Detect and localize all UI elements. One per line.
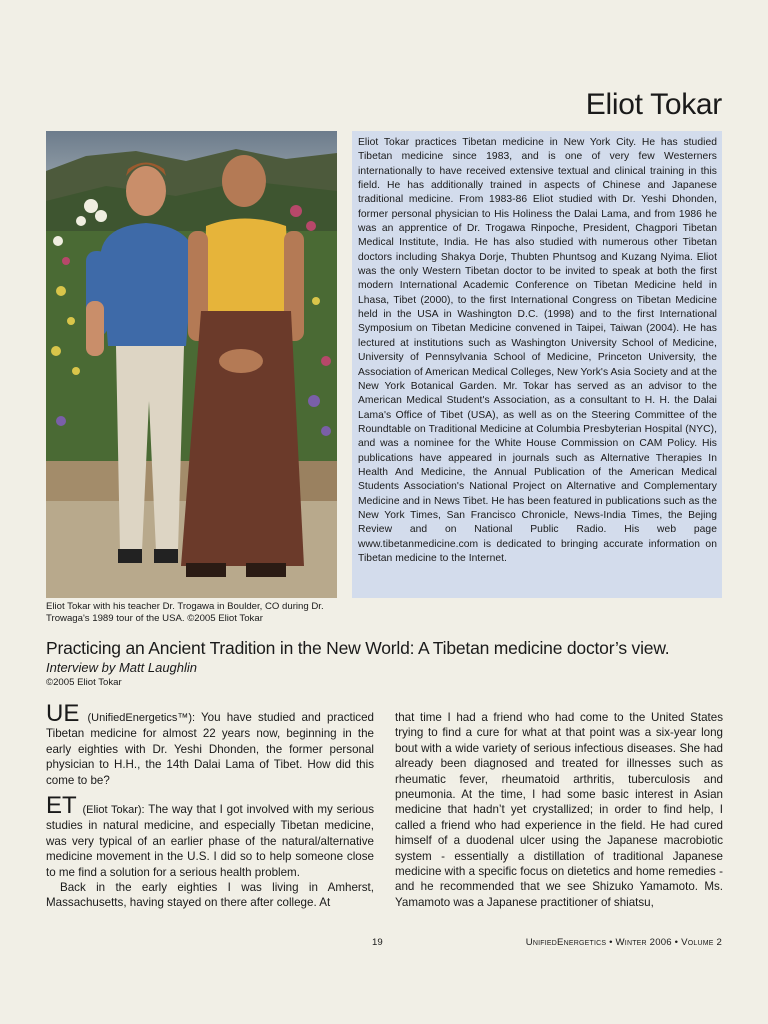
biography-box bbox=[352, 131, 722, 598]
article-title: Practicing an Ancient Tradition in the New World: A Tibetan medicine doctor’s view. bbox=[46, 638, 670, 658]
interviewer-initials: UE bbox=[46, 700, 80, 727]
article-byline: Interview by Matt Laughlin bbox=[46, 660, 198, 675]
biography-text: Eliot Tokar practices Tibetan medicine in New York City. He has studied Tibetan medicine since 1983, and is one of very few Westerners internationally to have received extensive textual and clinical training in this field. He has additionally trained in aspects of Chinese and Japanese traditional medicine. From 1983-86 Eliot studied with Dr. Yeshi Dhonden, former personal physician to His Holiness the Dalai Lama, and from 1986 he was an apprentice of Dr. Trogawa Rinpoche, President, Chagpori Tibetan Medical Institute, India. He has also studied with numerous other Tibetan doctors including Shakya Dorje, Thubten Phuntsog and Kuzang Nyima. Eliot was the only Western Tibetan doctor to be invited to speak at both the first modern International Academic Conference on Tibetan Medicine held in Lhasa, Tibet (2000), to the first International Congress on Tibetan Medicine held in the USA in Washington D.C. (1998) and to the first International Symposium on Tibetan Medicine convened in Taipei, Taiwan (2004). He has lectured at institutions such as Washington University School of Medicine, University of Pennsylvania School of Medicine, Princeton University, the Association of American Medical Colleges, New York's Asia Society and at the New York Botanical Garden. Mr. Tokar has served as an advisor to the American Medical Student's Association, as a consultant to H. H. the Dalai Lama's Office of Tibet (USA), as well as on the Steering Committee of the Roundtable on Traditional Medicine at Columbia Presbyterian Hospital (NYC), and was a nominee for the White House Commission on CAM Policy. His publications have appeared in journals such as Alternative Therapies In Health And Medicine, the Annual Publication of the American Medical Students Association's National Project on Alternative and Complementary Medicine and in News Tibet. He has been featured in publications such as the New York Times, San Francisco Chronicle, News-India Times, the Bejing Review and on National Public Radio. His web page www.tibetanmedicine.com is dedicated to bringing accurate information on Tibetan medicine to the Internet. bbox=[358, 137, 717, 564]
right-column bbox=[395, 710, 723, 910]
photo-caption: Eliot Tokar with his teacher Dr. Trogawa in Boulder, CO during Dr. Trowaga's 1989 tour of the USA. ©2005 Eliot Tokar bbox=[46, 601, 324, 624]
answer-paragraph bbox=[46, 794, 374, 880]
body-paragraph: Back in the early eighties I was living in Amherst, Massachusetts, having stayed on there after college. At bbox=[46, 881, 374, 910]
article-copyright: ©2005 Eliot Tokar bbox=[46, 677, 122, 688]
interviewer-label: (UnifiedEnergetics™): bbox=[87, 712, 196, 724]
respondent-label: (Eliot Tokar): bbox=[82, 804, 145, 817]
left-column bbox=[46, 702, 374, 911]
answer-text: The way that I got involved with my serious studies in natural medicine, and especially Tibetan medicine, was very typical of an earlier phase of the natural/alternative medicine movement in the U.S. I did so to help someone close to me find a solution for a serious health problem. bbox=[46, 803, 374, 879]
photo-illustration bbox=[46, 131, 337, 598]
publication-footer: UnifiedEnergetics • Winter 2006 • Volume 2 bbox=[525, 937, 722, 948]
question-paragraph bbox=[46, 702, 374, 788]
article-header bbox=[46, 638, 736, 688]
page-number: 19 bbox=[372, 937, 383, 948]
question-text: You have studied and practiced Tibetan medicine for almost 22 years now, beginning in the early eighties with Dr. Yeshi Dhonden, the former personal physician to H.H., the 14th Dalai Lama of Tibet. How did this come to be? bbox=[46, 711, 374, 787]
portrait-photo bbox=[46, 131, 337, 598]
body-paragraph-continued: that time I had a friend who had come to the United States trying to find a cure for what at that point was a six-year long bout with a wide variety of serious infectious diseases. She had already been diagnosed and treated for illnesses such as rheumatic fever, rheumatoid arthritis, tuberculosis and pneumonia. At the time, I had some basic interest in Asian medicine that hadn’t yet crystallized; in order to find help, I called a friend who had experience in the field. He had cured himself of a duodenal ulcer using the Japanese macrobiotic system - essentially a distillation of traditional Japanese medicine with a specific focus on dietetics and home remedies - and he recommended that we see Shizuko Yamamoto. Ms. Yamamoto was a Japanese practitioner of shiatsu, bbox=[395, 711, 723, 909]
page-title: Eliot Tokar bbox=[585, 88, 722, 121]
respondent-initials: ET bbox=[46, 792, 77, 820]
